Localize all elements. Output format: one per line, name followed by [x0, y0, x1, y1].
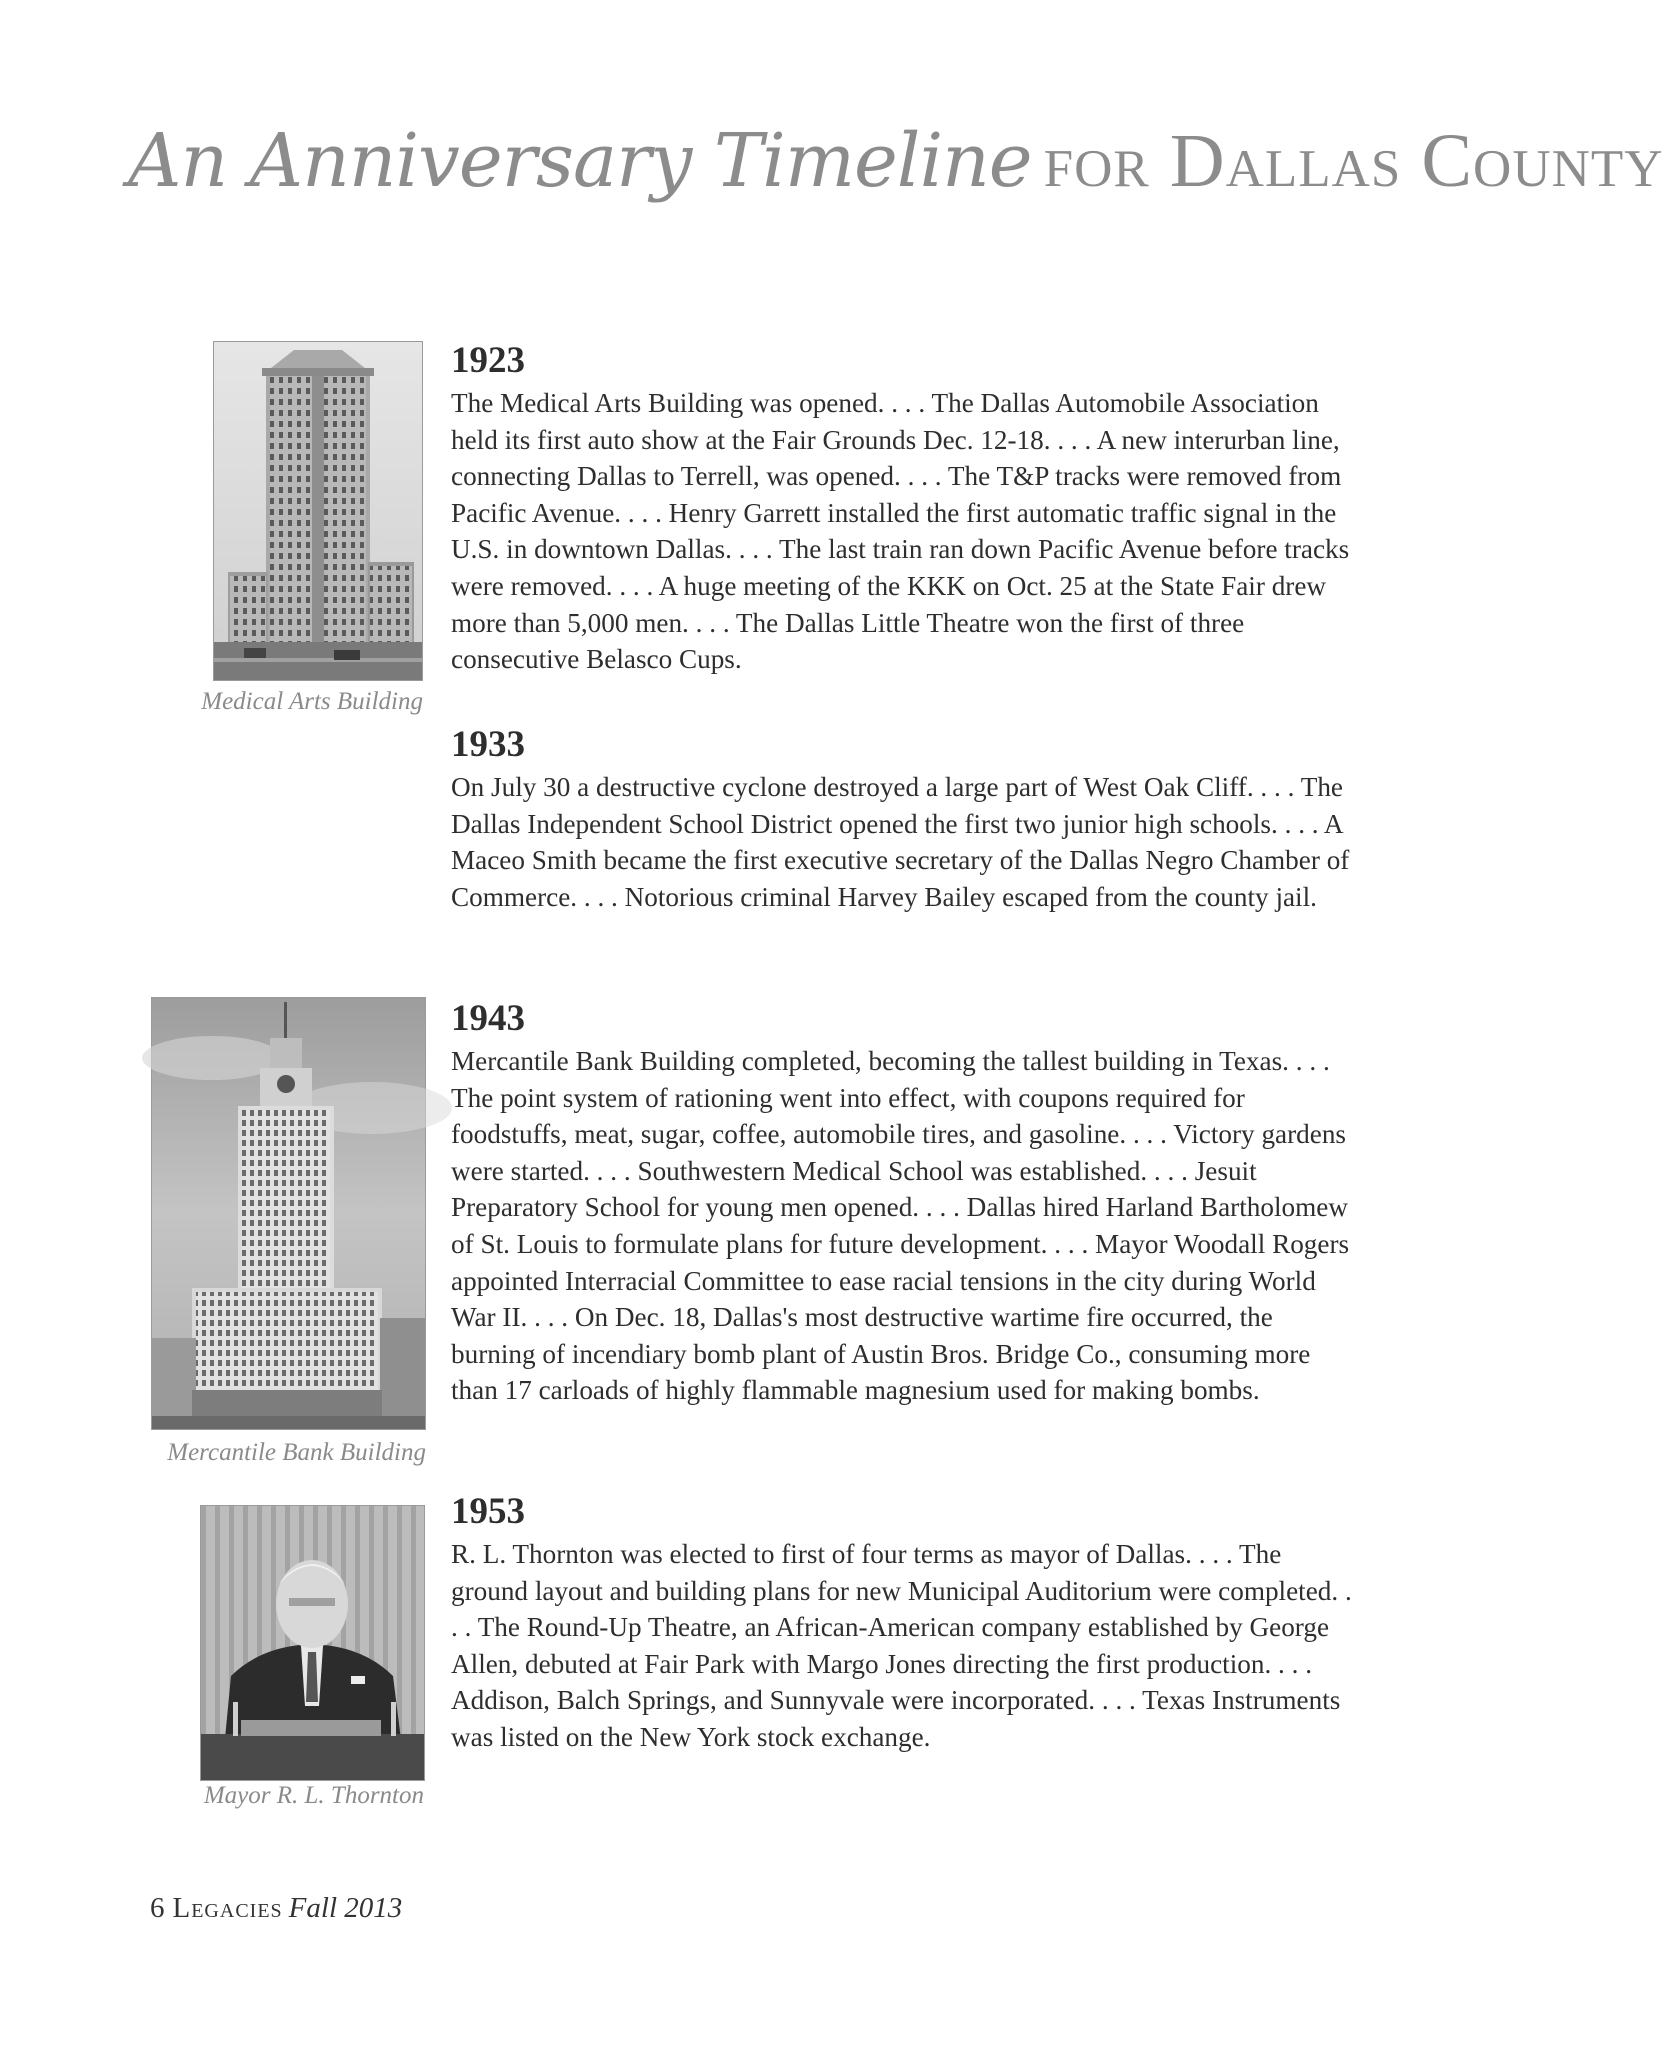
entry-text: Mercantile Bank Building completed, becoming the tallest building in Texas. . . . The point system of rationing went into effect, with coupons required for foodstuffs, meat, sugar, coffee, automobile tires, and gasoline. . . . Victory gardens were started. . . . Southwestern Medical School was established. . . . Jesuit Preparatory School for young men opened. . . . Dallas hired Harland Bartholomew of St. Louis to formulate plans for future development. . . . Mayor Woodall Rogers appointed Interracial Committee to ease racial tensions in the city during World War II. . . . On Dec. 18, Dallas's most destructive wartime fire occurred, the burning of incendiary bomb plant of Austin Bros. Bridge Co., consuming more than 17 carloads of highly flammable magnesium used for making bombs.	[451, 1046, 1350, 1406]
mercantile-bank-building-photo	[151, 997, 426, 1430]
timeline-entry-1953	[451, 1488, 1356, 1756]
entry-text: On July 30 a destructive cyclone destroyed a large part of West Oak Cliff. . . . The Dallas Independent School District opened the first two junior high schools. . . . A Maceo Smith became the first executive secretary of the Dallas Negro Chamber of Commerce. . . . Notorious criminal Harvey Bailey escaped from the county jail.	[451, 772, 1350, 912]
medical-arts-building-photo	[213, 341, 423, 681]
timeline-entry-1933	[451, 721, 1356, 915]
entry-year: 1933	[451, 724, 525, 765]
timeline-entry-1943	[451, 995, 1356, 1409]
page-footer	[150, 1892, 402, 1925]
issue-name: Fall 2013	[288, 1892, 403, 1924]
mayor-thornton-image	[201, 1506, 424, 1780]
mayor-thornton-photo	[200, 1505, 425, 1781]
timeline-entry-1923	[451, 337, 1356, 678]
entry-text: R. L. Thornton was elected to first of four terms as mayor of Dallas. . . . The ground layout and building plans for new Municipal Auditorium were completed. . . . The Round-Up Theatre, an African-American company established by George Allen, debuted at Fair Park with Margo Jones directing the first production. . . . Addison, Balch Springs, and Sunnyvale were incorporated. . . . Texas Instruments was listed on the New York stock exchange.	[451, 1539, 1352, 1752]
title-script: An Anniversary Timeline	[128, 118, 1032, 204]
page-title	[128, 118, 1664, 228]
page-number: 6	[150, 1892, 165, 1924]
entry-year: 1953	[451, 1491, 525, 1532]
publication-name: Legacies	[172, 1892, 283, 1924]
entry-year: 1923	[451, 340, 525, 381]
mayor-thornton-caption: Mayor R. L. Thornton	[203, 1782, 424, 1809]
mercantile-bank-building-caption: Mercantile Bank Building	[167, 1439, 426, 1466]
entry-year: 1943	[451, 998, 525, 1039]
medical-arts-building-caption: Medical Arts Building	[201, 688, 423, 715]
medical-arts-building-image	[214, 342, 422, 680]
title-caps: for Dallas County	[1043, 119, 1664, 203]
mercantile-bank-building-image	[152, 998, 425, 1429]
entry-text: The Medical Arts Building was opened. . . . The Dallas Automobile Association held its first auto show at the Fair Grounds Dec. 12-18. . . . A new interurban line, connecting Dallas to Terrell, was opened. . . . The T&P tracks were removed from Pacific Avenue. . . . Henry Garrett installed the first automatic traffic signal in the U.S. in downtown Dallas. . . . The last train ran down Pacific Avenue before tracks were removed. . . . A huge meeting of the KKK on Oct. 25 at the State Fair drew more than 5,000 men. . . . The Dallas Little Theatre won the first of three consecutive Belasco Cups.	[451, 388, 1350, 675]
